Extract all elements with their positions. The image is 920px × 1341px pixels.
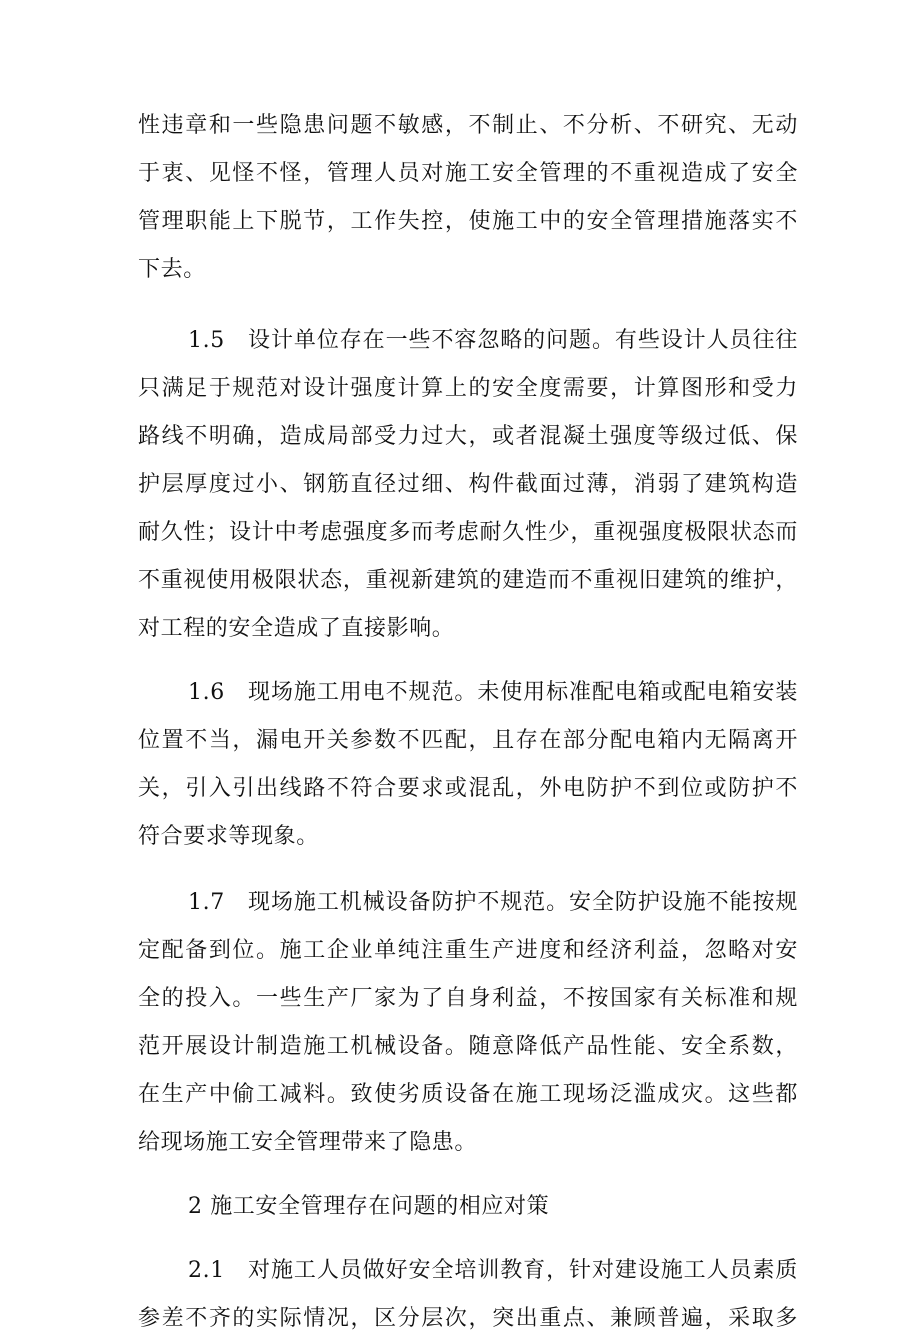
text-line: 给现场施工安全管理带来了隐患。 bbox=[138, 1130, 478, 1155]
text-line: 对工程的安全造成了直接影响。 bbox=[138, 616, 455, 641]
text-line: 全的投入。一些生产厂家为了自身利益，不按国家有关标准和规 bbox=[138, 986, 798, 1011]
text-line: 1.5 设计单位存在一些不容忽略的问题。有些设计人员往往 bbox=[188, 328, 798, 353]
text-line: 性违章和一些隐患问题不敏感，不制止、不分析、不研究、无动 bbox=[138, 113, 798, 138]
text-line: 参差不齐的实际情况，区分层次，突出重点、兼顾普遍，采取多 bbox=[138, 1306, 798, 1331]
text-line: 只满足于规范对设计强度计算上的安全度需要，计算图形和受力 bbox=[138, 376, 798, 401]
text-line: 护层厚度过小、钢筋直径过细、构件截面过薄，消弱了建筑构造 bbox=[138, 472, 798, 497]
text-line: 范开展设计制造施工机械设备。随意降低产品性能、安全系数， bbox=[138, 1034, 798, 1059]
section-heading: 2 施工安全管理存在问题的相应对策 bbox=[188, 1194, 550, 1219]
text-line: 下去。 bbox=[138, 257, 206, 282]
text-line: 管理职能上下脱节，工作失控，使施工中的安全管理措施落实不 bbox=[138, 209, 798, 234]
text-line: 2.1 对施工人员做好安全培训教育，针对建设施工人员素质 bbox=[188, 1258, 798, 1283]
text-line: 1.7 现场施工机械设备防护不规范。安全防护设施不能按规 bbox=[188, 890, 798, 915]
text-line: 1.6 现场施工用电不规范。未使用标准配电箱或配电箱安装 bbox=[188, 680, 798, 705]
text-line: 在生产中偷工减料。致使劣质设备在施工现场泛滥成灾。这些都 bbox=[138, 1082, 798, 1107]
text-line: 关，引入引出线路不符合要求或混乱，外电防护不到位或防护不 bbox=[138, 776, 798, 801]
text-line: 不重视使用极限状态，重视新建筑的建造而不重视旧建筑的维护， bbox=[138, 568, 798, 593]
text-line: 符合要求等现象。 bbox=[138, 824, 319, 849]
text-line: 定配备到位。施工企业单纯注重生产进度和经济利益，忽略对安 bbox=[138, 938, 798, 963]
text-line: 路线不明确，造成局部受力过大，或者混凝土强度等级过低、保 bbox=[138, 424, 798, 449]
text-line: 位置不当，漏电开关参数不匹配，且存在部分配电箱内无隔离开 bbox=[138, 728, 798, 753]
text-line: 于衷、见怪不怪，管理人员对施工安全管理的不重视造成了安全 bbox=[138, 161, 798, 186]
text-line: 耐久性；设计中考虑强度多而考虑耐久性少，重视强度极限状态而 bbox=[138, 520, 798, 545]
